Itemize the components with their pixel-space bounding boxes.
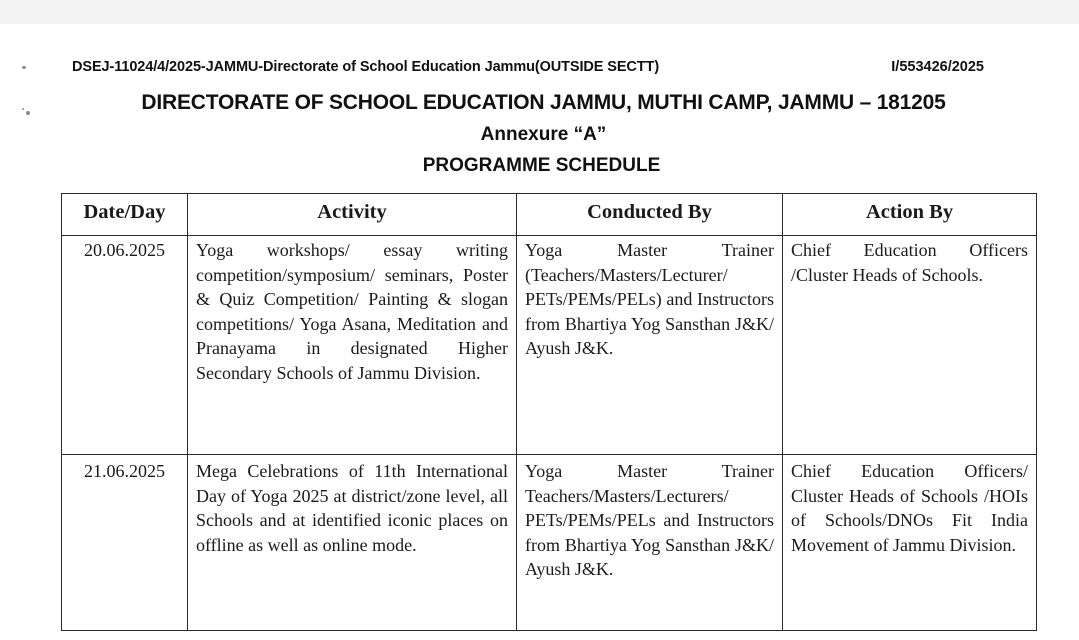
header-conducted-by: Conducted By	[517, 194, 783, 236]
table-row	[62, 236, 1037, 455]
row-conducted-by: Yoga Master Trainer (Teachers/Masters/Lecturer/ PETs/PEMs/PELs) and Instructors from Bhartiya Yog Sansthan J&K/ Ayush J&K.	[517, 236, 783, 455]
header-activity: Activity	[188, 194, 517, 236]
scan-top-band	[0, 0, 1079, 24]
annexure-label: Annexure “A”	[480, 124, 607, 145]
directorate-heading: DIRECTORATE OF SCHOOL EDUCATION JAMMU, MUTHI CAMP, JAMMU – 181205	[141, 91, 946, 114]
row-conducted-by: Yoga Master Trainer Teachers/Masters/Lecturers/ PETs/PEMs/PELs and Instructors from Bhartiya Yog Sansthan J&K/ Ayush J&K.	[517, 455, 783, 631]
receipt-number: I/553426/2025	[891, 59, 984, 75]
programme-schedule-table	[61, 193, 1037, 631]
row-action-by: Chief Education Officers/ Cluster Heads of Schools /HOIs of Schools/DNOs Fit India Movement of Jammu Division.	[783, 455, 1037, 631]
row-date: 21.06.2025	[62, 455, 188, 631]
row-date: 20.06.2025	[62, 236, 188, 455]
row-action-by: Chief Education Officers /Cluster Heads of Schools.	[783, 236, 1037, 455]
schedule-title: PROGRAMME SCHEDULE	[422, 155, 661, 176]
scan-speck	[22, 66, 26, 69]
header-date-day: Date/Day	[62, 194, 188, 236]
row-activity: Mega Celebrations of 11th International Day of Yoga 2025 at district/zone level, all Schools and at identified iconic places on offline as well as online mode.	[188, 455, 517, 631]
file-reference: DSEJ-11024/4/2025-JAMMU-Directorate of School Education Jammu(OUTSIDE SECTT)	[72, 59, 660, 75]
row-activity: Yoga workshops/ essay writing competition/symposium/ seminars, Poster & Quiz Competition/ Painting & slogan competitions/ Yoga Asana, Meditation and Pranayama in designated Higher Secondary Schools of Jammu Division.	[188, 236, 517, 455]
table-row	[62, 455, 1037, 631]
table-header-row	[62, 194, 1037, 236]
header-action-by: Action By	[783, 194, 1037, 236]
